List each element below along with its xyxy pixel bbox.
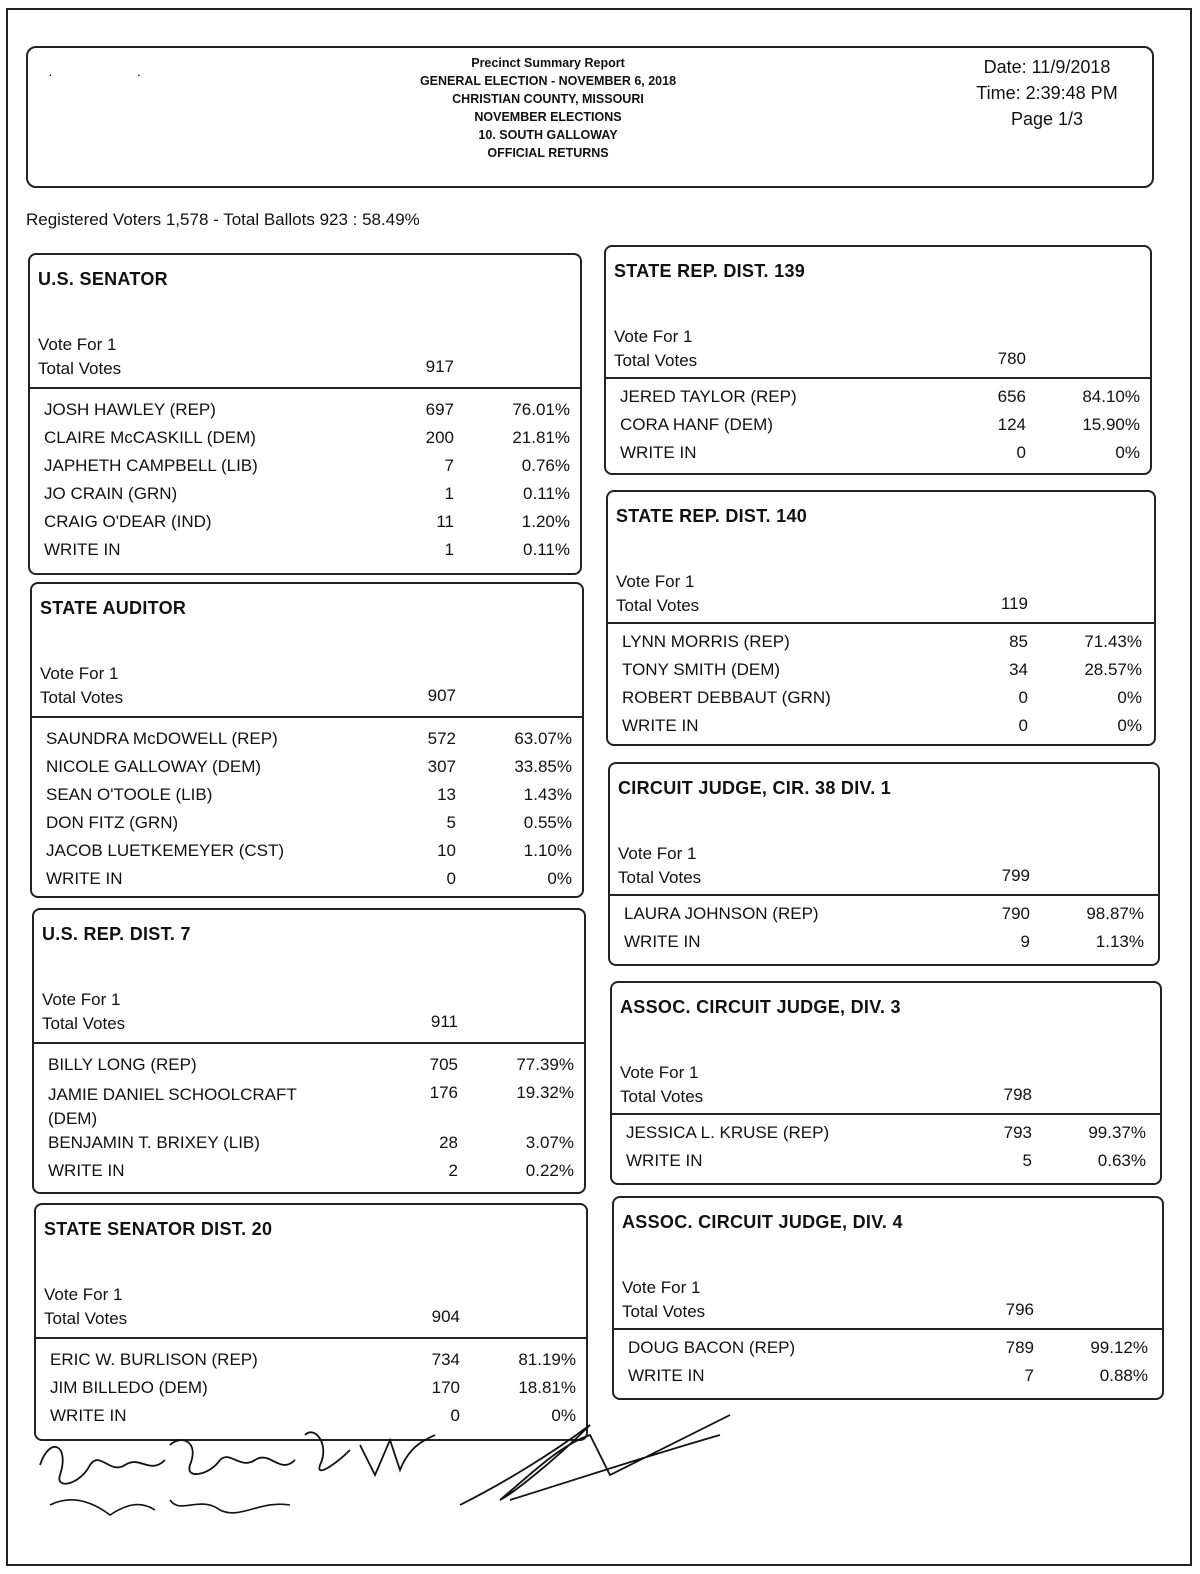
election-name: GENERAL ELECTION - NOVEMBER 6, 2018 [419, 74, 677, 88]
candidate-row [30, 456, 580, 484]
candidate-row [36, 1350, 586, 1378]
race-title: ASSOC. CIRCUIT JUDGE, DIV. 4 [622, 1212, 903, 1232]
candidate-row [608, 716, 1154, 744]
candidate-row [614, 1338, 1162, 1366]
race-divider [36, 1337, 586, 1339]
candidate-percent: 0% [1115, 443, 1140, 462]
candidate-votes: 85 [1009, 632, 1028, 651]
candidate-name: WRITE IN [622, 716, 699, 735]
candidate-list [32, 729, 582, 897]
candidate-row [610, 932, 1158, 960]
candidate-list [612, 1123, 1160, 1179]
candidate-percent: 81.19% [518, 1350, 576, 1369]
race-title: STATE SENATOR DIST. 20 [44, 1219, 273, 1239]
race-box [32, 908, 586, 1194]
candidate-name: ROBERT DEBBAUT (GRN) [622, 688, 831, 707]
candidate-votes: 7 [1024, 1366, 1034, 1385]
candidate-name: SAUNDRA McDOWELL (REP) [46, 729, 278, 748]
candidate-name: JAMIE DANIEL SCHOOLCRAFT (DEM) [48, 1085, 297, 1128]
candidate-votes: 7 [444, 456, 454, 475]
candidate-percent: 1.10% [523, 841, 572, 860]
candidate-votes: 170 [431, 1378, 460, 1397]
total-votes-label: Total Votes [620, 1087, 704, 1106]
candidate-list [30, 400, 580, 568]
candidate-percent: 84.10% [1082, 387, 1140, 406]
candidate-row [608, 632, 1154, 660]
candidate-votes: 0 [1018, 688, 1028, 707]
candidate-votes: 705 [429, 1055, 458, 1074]
candidate-name: WRITE IN [50, 1406, 127, 1425]
candidate-row [608, 688, 1154, 716]
candidate-votes: 0 [450, 1406, 460, 1425]
candidate-row [612, 1123, 1160, 1151]
signatures [30, 1405, 750, 1555]
candidate-percent: 1.43% [523, 785, 572, 804]
candidate-percent: 98.87% [1086, 904, 1144, 923]
candidate-row [606, 387, 1150, 415]
total-votes-label: Total Votes [44, 1309, 128, 1328]
race-divider [610, 894, 1158, 896]
candidate-name: JACOB LUETKEMEYER (CST) [46, 841, 285, 860]
total-votes-label: Total Votes [42, 1014, 126, 1033]
total-votes-label: Total Votes [622, 1302, 706, 1321]
candidate-list [34, 1055, 584, 1189]
candidate-name: LYNN MORRIS (REP) [622, 632, 790, 651]
candidate-name: DOUG BACON (REP) [628, 1338, 796, 1357]
candidate-list [614, 1338, 1162, 1394]
race-title: STATE REP. DIST. 140 [616, 506, 808, 526]
candidate-votes: 789 [1005, 1338, 1034, 1357]
candidate-percent: 0.63% [1097, 1151, 1146, 1170]
candidate-percent: 0.88% [1099, 1366, 1148, 1385]
candidate-percent: 99.37% [1088, 1123, 1146, 1142]
candidate-percent: 0% [547, 869, 572, 888]
candidate-row [30, 540, 580, 568]
candidate-percent: 28.57% [1084, 660, 1142, 679]
total-votes-label: Total Votes [614, 351, 698, 370]
race-box [606, 490, 1156, 746]
report-title-block [328, 54, 768, 162]
race-box [30, 582, 584, 898]
candidate-name: BILLY LONG (REP) [48, 1055, 197, 1074]
candidate-row [606, 415, 1150, 443]
report-meta [952, 54, 1142, 132]
race-box [610, 981, 1162, 1185]
candidate-name: WRITE IN [628, 1366, 705, 1385]
candidate-row [32, 757, 582, 785]
vote-for-label: Vote For 1 [40, 664, 119, 683]
candidate-percent: 0% [551, 1406, 576, 1425]
candidate-name: WRITE IN [620, 443, 697, 462]
candidate-row [32, 785, 582, 813]
total-votes-value: 917 [425, 357, 454, 376]
total-votes-value: 119 [1000, 594, 1028, 613]
vote-for-label: Vote For 1 [622, 1278, 701, 1297]
candidate-votes: 0 [446, 869, 456, 888]
total-votes-value: 911 [430, 1012, 458, 1031]
election-type: NOVEMBER ELECTIONS [474, 110, 622, 124]
candidate-name: CRAIG O'DEAR (IND) [44, 512, 212, 531]
race-divider [34, 1042, 584, 1044]
candidate-row [32, 729, 582, 757]
candidate-name: JESSICA L. KRUSE (REP) [626, 1123, 830, 1142]
candidate-name: JERED TAYLOR (REP) [620, 387, 797, 406]
total-votes-label: Total Votes [38, 359, 122, 378]
race-title: CIRCUIT JUDGE, CIR. 38 DIV. 1 [618, 778, 892, 798]
candidate-row [612, 1151, 1160, 1179]
race-title: STATE AUDITOR [40, 598, 187, 618]
race-box [28, 253, 582, 575]
candidate-percent: 0.11% [523, 484, 570, 503]
candidate-percent: 0% [1117, 688, 1142, 707]
candidate-name: JOSH HAWLEY (REP) [44, 400, 216, 419]
candidate-percent: 76.01% [512, 400, 570, 419]
candidate-percent: 63.07% [514, 729, 572, 748]
candidate-name: ERIC W. BURLISON (REP) [50, 1350, 258, 1369]
candidate-votes: 734 [431, 1350, 460, 1369]
candidate-votes: 1 [444, 540, 454, 559]
vote-for-label: Vote For 1 [620, 1063, 699, 1082]
candidate-votes: 124 [997, 415, 1026, 434]
candidate-name: JIM BILLEDO (DEM) [50, 1378, 208, 1397]
candidate-row [30, 484, 580, 512]
race-divider [612, 1113, 1160, 1115]
candidate-row [34, 1161, 584, 1189]
candidate-percent: 1.20% [521, 512, 570, 531]
race-divider [30, 387, 580, 389]
candidate-name: BENJAMIN T. BRIXEY (LIB) [48, 1133, 260, 1152]
candidate-name: WRITE IN [624, 932, 701, 951]
candidate-votes: 13 [437, 785, 456, 804]
report-time: Time: 2:39:48 PM [976, 83, 1118, 103]
page-number: Page 1/3 [1010, 109, 1084, 129]
candidate-row [608, 660, 1154, 688]
candidate-name: WRITE IN [48, 1161, 125, 1180]
race-title: ASSOC. CIRCUIT JUDGE, DIV. 3 [620, 997, 901, 1017]
candidate-percent: 0% [1117, 716, 1142, 735]
candidate-row [30, 400, 580, 428]
candidate-votes: 572 [427, 729, 456, 748]
vote-for-label: Vote For 1 [616, 572, 695, 591]
candidate-votes: 656 [997, 387, 1026, 406]
candidate-votes: 2 [448, 1161, 458, 1180]
candidate-name: TONY SMITH (DEM) [622, 660, 781, 679]
race-title: STATE REP. DIST. 139 [614, 261, 806, 281]
returns-status: OFFICIAL RETURNS [487, 146, 609, 160]
candidate-row [30, 428, 580, 456]
candidate-row [614, 1366, 1162, 1394]
candidate-votes: 793 [1003, 1123, 1032, 1142]
candidate-name: WRITE IN [626, 1151, 703, 1170]
vote-for-label: Vote For 1 [44, 1285, 123, 1304]
candidate-list [606, 387, 1150, 471]
candidate-percent: 99.12% [1090, 1338, 1148, 1357]
candidate-votes: 9 [1020, 932, 1030, 951]
race-divider [608, 622, 1154, 624]
total-votes-value: 799 [1001, 866, 1030, 885]
candidate-percent: 0.76% [521, 456, 570, 475]
report-date: Date: 11/9/2018 [983, 57, 1111, 77]
candidate-votes: 0 [1016, 443, 1026, 462]
candidate-list [610, 904, 1158, 960]
candidate-percent: 21.81% [512, 428, 570, 447]
candidate-votes: 790 [1001, 904, 1030, 923]
race-box [604, 245, 1152, 475]
race-divider [32, 716, 582, 718]
total-votes-value: 904 [431, 1307, 460, 1326]
total-votes-label: Total Votes [618, 868, 702, 887]
candidate-votes: 1 [444, 484, 454, 503]
candidate-votes: 697 [425, 400, 454, 419]
candidate-row [34, 1133, 584, 1161]
candidate-percent: 0.55% [523, 813, 572, 832]
candidate-votes: 11 [436, 512, 454, 531]
report-title: Precinct Summary Report [471, 56, 625, 70]
candidate-row [32, 869, 582, 897]
candidate-percent: 19.32% [516, 1083, 574, 1102]
candidate-list [608, 632, 1154, 744]
candidate-name: CORA HANF (DEM) [620, 415, 773, 434]
candidate-row [32, 813, 582, 841]
race-divider [614, 1328, 1162, 1330]
total-votes-value: 796 [1005, 1300, 1034, 1319]
candidate-votes: 176 [429, 1083, 458, 1102]
registration-summary: Registered Voters 1,578 - Total Ballots 923 : 58.49% [26, 210, 420, 229]
candidate-votes: 10 [437, 841, 456, 860]
candidate-name: JAPHETH CAMPBELL (LIB) [44, 456, 258, 475]
candidate-row [34, 1083, 584, 1133]
county-name: CHRISTIAN COUNTY, MISSOURI [452, 92, 644, 106]
race-title: U.S. SENATOR [38, 269, 168, 289]
candidate-row [34, 1055, 584, 1083]
candidate-row [606, 443, 1150, 471]
vote-for-label: Vote For 1 [42, 990, 121, 1009]
candidate-votes: 34 [1009, 660, 1028, 679]
candidate-row [30, 512, 580, 540]
total-votes-value: 798 [1003, 1085, 1032, 1104]
candidate-percent: 0.22% [525, 1161, 574, 1180]
candidate-percent: 15.90% [1082, 415, 1140, 434]
candidate-name: LAURA JOHNSON (REP) [624, 904, 819, 923]
candidate-percent: 0.11% [523, 540, 570, 559]
report-header [26, 46, 1154, 188]
precinct-name: 10. SOUTH GALLOWAY [478, 128, 618, 142]
race-title: U.S. REP. DIST. 7 [42, 924, 191, 944]
race-divider [606, 377, 1150, 379]
candidate-percent: 33.85% [514, 757, 572, 776]
candidate-name: WRITE IN [44, 540, 121, 559]
candidate-percent: 1.13% [1095, 932, 1144, 951]
candidate-percent: 77.39% [516, 1055, 574, 1074]
candidate-name: NICOLE GALLOWAY (DEM) [46, 757, 262, 776]
total-votes-value: 780 [997, 349, 1026, 368]
candidate-percent: 18.81% [518, 1378, 576, 1397]
candidate-percent: 71.43% [1084, 632, 1142, 651]
race-box [612, 1196, 1164, 1400]
candidate-name: SEAN O'TOOLE (LIB) [46, 785, 213, 804]
total-votes-label: Total Votes [40, 688, 124, 707]
scan-marks: · · [48, 66, 182, 82]
vote-for-label: Vote For 1 [38, 335, 117, 354]
candidate-row [610, 904, 1158, 932]
candidate-votes: 28 [439, 1133, 458, 1152]
candidate-votes: 0 [1018, 716, 1028, 735]
candidate-row [36, 1378, 586, 1406]
race-box [608, 762, 1160, 966]
total-votes-value: 907 [427, 686, 456, 705]
candidate-row [32, 841, 582, 869]
candidate-votes: 5 [446, 813, 456, 832]
candidate-name: DON FITZ (GRN) [46, 813, 179, 832]
candidate-votes: 200 [425, 428, 454, 447]
candidate-name: WRITE IN [46, 869, 123, 888]
candidate-votes: 307 [427, 757, 456, 776]
candidate-name: JO CRAIN (GRN) [44, 484, 178, 503]
candidate-name: CLAIRE McCASKILL (DEM) [44, 428, 256, 447]
total-votes-label: Total Votes [616, 596, 700, 615]
candidate-votes: 5 [1022, 1151, 1032, 1170]
vote-for-label: Vote For 1 [618, 844, 697, 863]
candidate-percent: 3.07% [525, 1133, 574, 1152]
vote-for-label: Vote For 1 [614, 327, 693, 346]
